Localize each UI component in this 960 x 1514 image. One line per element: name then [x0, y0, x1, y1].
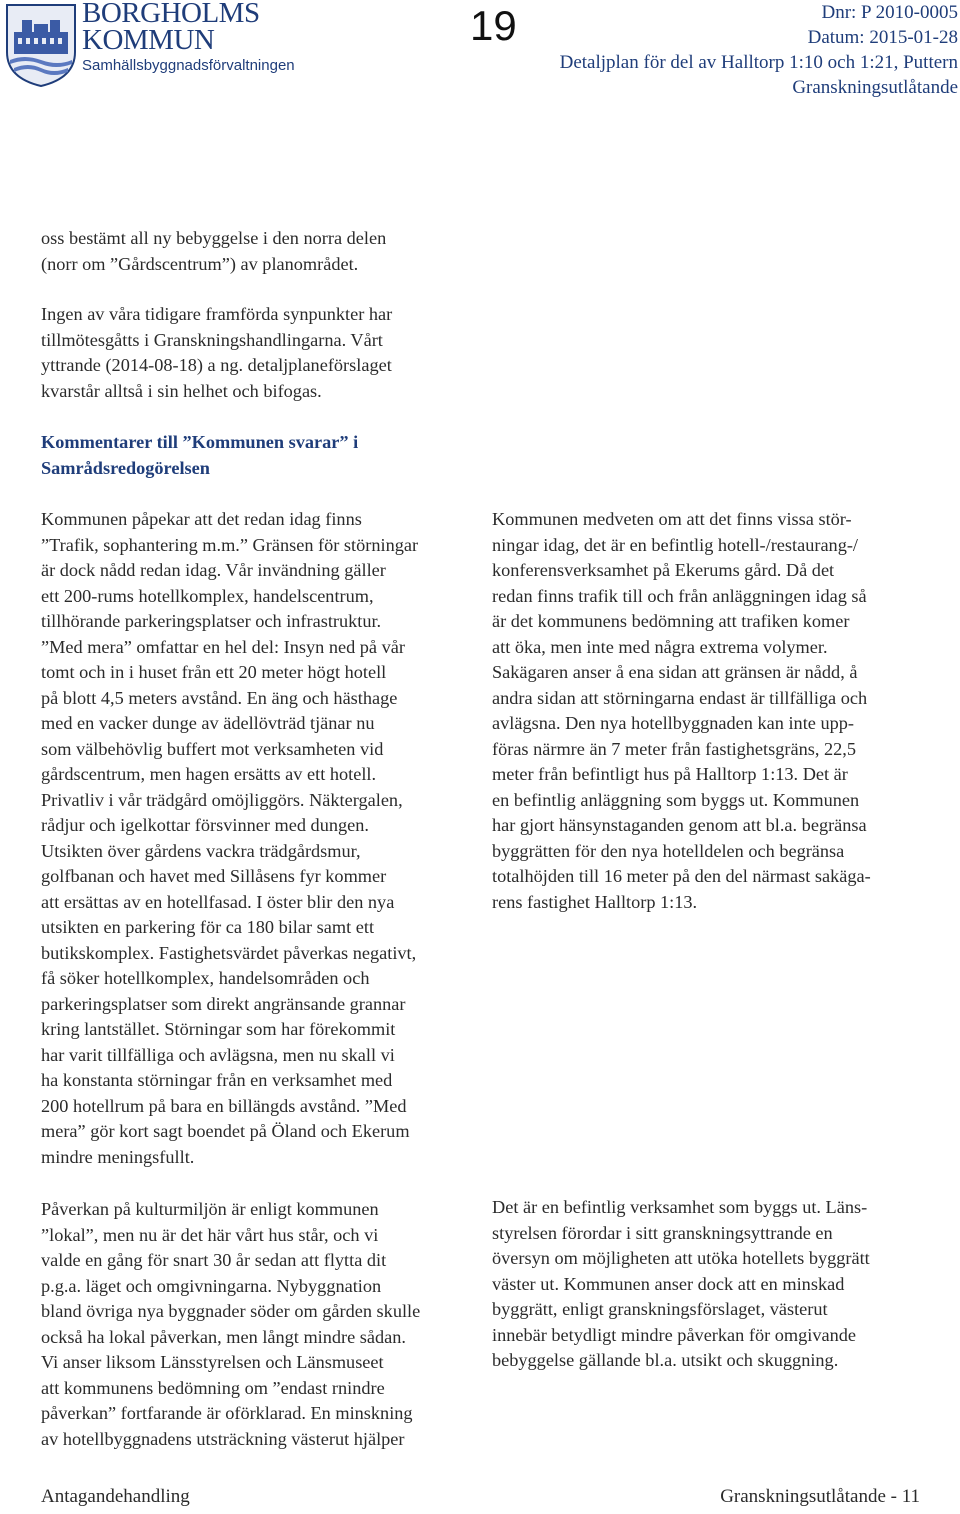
- text-line: som välbehövlig buffert mot verksamheten vid: [41, 738, 384, 759]
- text-line: också ha lokal påverkan, men långt mindre sådan.: [41, 1326, 406, 1347]
- text-line: innebär betydligt mindre påverkan för omgivande: [492, 1324, 856, 1345]
- text-line: parkeringsplatser som direkt angränsande grannar: [41, 993, 406, 1014]
- text-line: ett 200-rums hotellkomplex, handelscentrum,: [41, 585, 374, 606]
- text-line: rens fastighet Halltorp 1:13.: [492, 891, 698, 912]
- text-line: Vi anser liksom Länsstyrelsen och Länsmuseet: [41, 1352, 384, 1372]
- text-line: meter från befintligt hus på Halltorp 1:13. Det är: [492, 764, 848, 784]
- text-line: andra sidan att störningarna endast är tillfälliga och: [492, 687, 868, 708]
- text-line: att öka, men inte med några extrema volymer.: [492, 636, 828, 657]
- text-line: avlägsna. Den nya hotellbyggnaden kan inte upp-: [492, 713, 854, 733]
- department-name: Samhällsbyggnadsförvaltningen: [82, 57, 295, 74]
- text-line: Det är en befintlig verksamhet som byggs ut. Läns-: [492, 1197, 868, 1217]
- date-label: Datum: 2015-01-28: [807, 27, 958, 48]
- text-line: Ingen av våra tidigare framförda synpunkter har: [41, 304, 393, 324]
- text-line: ningar idag, det är en befintlig hotell-/restaurang-/: [492, 534, 858, 555]
- text-line: översyn om möjligheten att utöka hotellets byggrätt: [492, 1248, 870, 1268]
- text-line: utsikten en parkering för ca 180 bilar samt ett: [41, 917, 375, 937]
- text-line: ha konstanta störningar från en verksamhet med: [41, 1070, 393, 1090]
- text-line: att kommunens bedömning om ”endast rnindre: [41, 1377, 385, 1398]
- text-line: bland övriga nya byggnader söder om gården skulle: [41, 1301, 421, 1321]
- text-line: har varit tillfälliga och avlägsna, men nu skall vi: [41, 1044, 395, 1065]
- text-line: redan finns trafik till och från anläggningen idag så: [492, 585, 867, 606]
- text-line: är dock nådd redan idag. Vår invändning gäller: [41, 560, 386, 580]
- text-line: oss bestämt all ny bebyggelse i den norra delen: [41, 228, 387, 248]
- text-line: ”lokal”, men nu är det här vårt hus står, och vi: [41, 1224, 379, 1245]
- right-paragraph-1: [492, 507, 932, 915]
- document-type: Granskningsutlåtande: [792, 77, 958, 98]
- organization-block: [82, 0, 295, 74]
- text-line: föras närmre än 7 meter från fastighetsgräns, 22,5: [492, 738, 856, 759]
- text-line: styrelsen förordar i sitt granskningsyttrande en: [492, 1222, 833, 1243]
- text-line: Kommunen medveten om att det finns vissa stör-: [492, 509, 852, 529]
- text-line: tillhörande parkeringsplatser och infrastruktur.: [41, 611, 382, 631]
- org-name-line2: KOMMUN: [82, 24, 215, 56]
- text-line: mindre meningsfullt.: [41, 1146, 195, 1167]
- text-line: mera” gör kort sagt boendet på Öland och Ekerum: [41, 1121, 410, 1141]
- left-intro-paragraph: [41, 226, 481, 277]
- text-line: Utsikten över gårdens vackra trädgårdsmur,: [41, 840, 361, 861]
- text-line: butikskomplex. Fastighetsvärdet påverkas negativt,: [41, 942, 417, 963]
- text-line: rådjur och igelkottar försvinner med dungen.: [41, 815, 369, 835]
- left-paragraph-2: [41, 507, 481, 1170]
- text-line: valde en gång för snart 30 år sedan att flytta dit: [41, 1250, 387, 1270]
- text-line: har gjort hänsynstaganden genom att bl.a. begränsa: [492, 815, 867, 835]
- org-name-line1: BORGHOLMS: [82, 0, 260, 29]
- text-line: att ersättas av en hotellfasad. I öster blir den nya: [41, 891, 395, 912]
- text-line: byggrätten för den nya hotelldelen och begränsa: [492, 840, 845, 861]
- text-line: totalhöjden till 16 meter på den del närmast sakäga-: [492, 866, 871, 886]
- dnr-label: Dnr: P 2010-0005: [821, 2, 958, 23]
- text-line: av hotellbyggnadens utsträckning västerut hjälper: [41, 1428, 405, 1449]
- text-line: Påverkan på kulturmiljön är enligt kommunen: [41, 1199, 379, 1219]
- text-line: tillmötesgåtts i Granskningshandlingarna. Vårt: [41, 329, 383, 350]
- text-line: ”Med mera” omfattar en hel del: Insyn ned på vår: [41, 636, 405, 657]
- text-line: en befintlig anläggning som byggs ut. Kommunen: [492, 789, 860, 810]
- heading-line: Samrådsredogörelsen: [41, 457, 210, 478]
- text-line: yttrande (2014-08-18) a ng. detaljplaneförslaget: [41, 355, 392, 375]
- text-line: ”Trafik, sophantering m.m.” Gränsen för störningar: [41, 534, 419, 555]
- right-paragraph-2: [492, 1195, 932, 1374]
- footer-page-label: Granskningsutlåtande - 11: [720, 1486, 920, 1507]
- text-line: 200 hotellrum på bara en billängds avstånd. ”Med: [41, 1095, 407, 1116]
- text-line: Kommunen påpekar att det redan idag finns: [41, 509, 362, 529]
- heading-line: Kommentarer till ”Kommunen svarar” i: [41, 432, 359, 452]
- text-line: kvarstår alltså i sin helhet och bifogas.: [41, 380, 322, 401]
- borgholm-coat-of-arms-logo: [4, 2, 78, 88]
- left-paragraph-1: [41, 302, 481, 404]
- text-line: på blott 4,5 meters avstånd. En äng och hästhage: [41, 687, 398, 708]
- left-paragraph-3: [41, 1197, 481, 1452]
- text-line: golfbanan och havet med Sillåsens fyr kommer: [41, 866, 387, 886]
- text-line: byggrätt, enligt granskningsförslaget, västerut: [492, 1299, 828, 1319]
- footer-left-label: Antagandehandling: [41, 1486, 190, 1507]
- plan-title: Detaljplan för del av Halltorp 1:10 och 1:21, Puttern: [559, 52, 958, 73]
- text-line: p.g.a. läget och omgivningarna. Nybyggnation: [41, 1275, 382, 1296]
- text-line: påverkan” fortfarande är oförklarad. En minskning: [41, 1403, 413, 1423]
- text-line: med en vacker dunge av ädellövträd tjänar nu: [41, 713, 375, 733]
- text-line: Sakägaren anser å ena sidan att gränsen är nådd, å: [492, 662, 858, 682]
- text-line: gårdscentrum, men hagen ersätts av ett hotell.: [41, 764, 377, 784]
- text-line: konferensverksamhet på Ekerums gård. Då det: [492, 560, 835, 580]
- page-number: 19: [470, 2, 517, 49]
- text-line: bebyggelse gällande bl.a. utsikt och skuggning.: [492, 1350, 839, 1370]
- section-heading: [41, 430, 481, 481]
- text-line: kring lantstället. Störningar som har förekommit: [41, 1019, 396, 1039]
- text-line: är det kommunens bedömning att trafiken komer: [492, 611, 850, 631]
- text-line: väster ut. Kommunen anser dock att en minskad: [492, 1273, 845, 1294]
- document-header-info: [560, 0, 958, 100]
- text-line: Privatliv i vår trädgård omöjliggörs. Näktergalen,: [41, 789, 403, 810]
- text-line: (norr om ”Gårdscentrum”) av planområdet.: [41, 253, 359, 274]
- text-line: få söker hotellkomplex, handelsområden och: [41, 968, 370, 988]
- text-line: tomt och in i huset från ett 20 meter högt hotell: [41, 662, 387, 682]
